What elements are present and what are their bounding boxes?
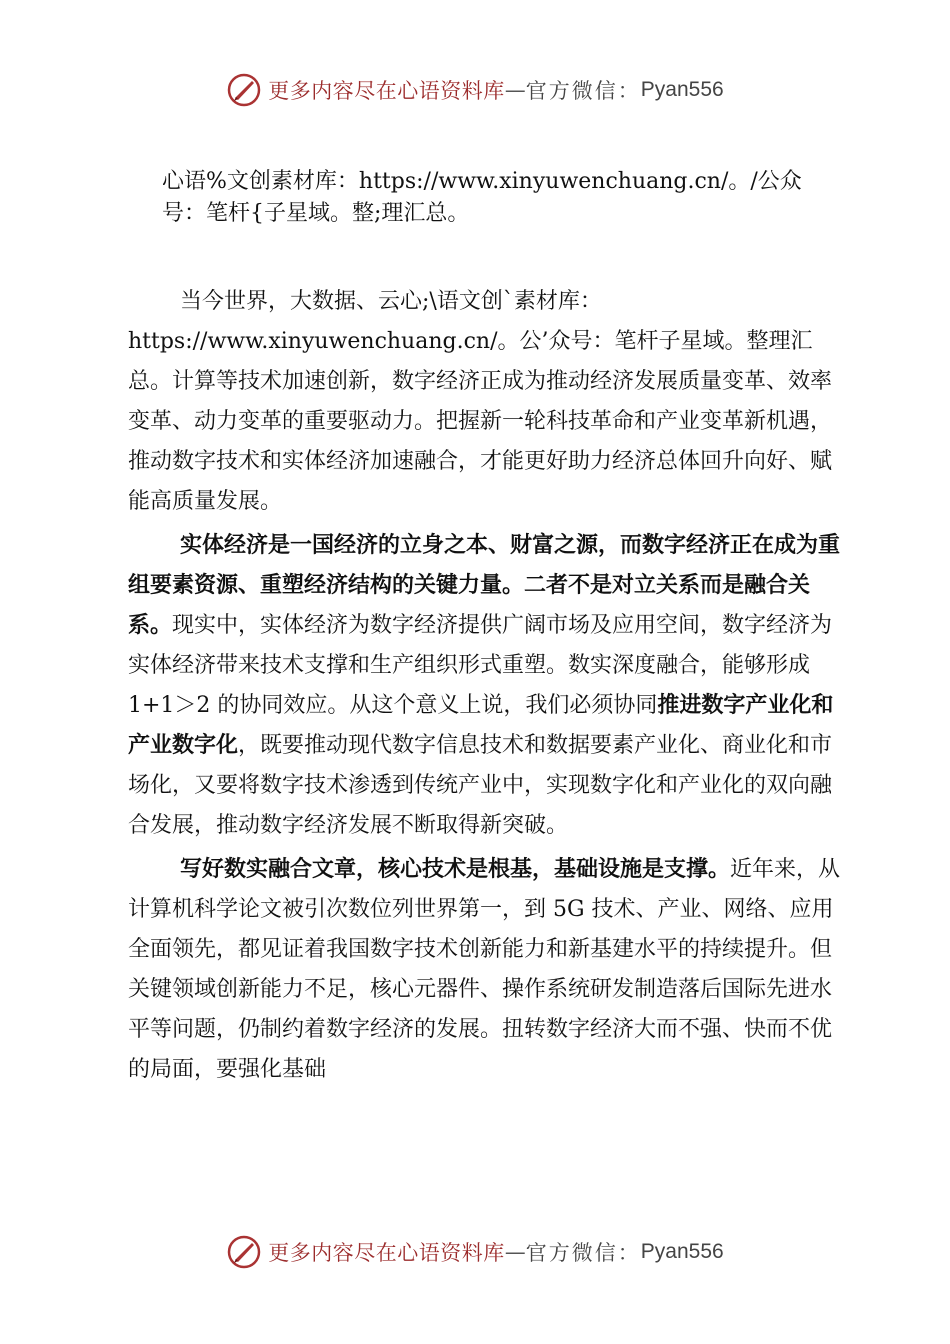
banner-wechat-label: 官方微信： — [525, 79, 641, 103]
banner-separator: — — [504, 1240, 526, 1264]
footer-banner — [0, 1232, 950, 1272]
writing-brush-logo-icon — [226, 72, 262, 108]
paragraph-2-bold-mid: 推进数字产业化和产业数字化 — [128, 693, 834, 758]
paragraph-3 — [128, 850, 842, 1090]
source-note: 心语%文创素材库：https://www.xinyuwenchuang.cn/。/公众号：笔杆{子星域。整;理汇总。 — [162, 169, 802, 226]
banner-wechat-id: Pyan556 — [640, 78, 724, 101]
banner-wechat-label: 官方微信： — [525, 1241, 641, 1265]
paragraph-2-bold-lead: 实体经济是一国经济的立身之本、财富之源，而数字经济正在成为重组要素资源、重塑经济结构的关键力量。二者不是对立关系而是融合关系。 — [128, 533, 841, 638]
paragraph-1: 当今世界，大数据、云心;\语文创`素材库：https://www.xinyuwenchuang.cn/。公’众号：笔杆子星域。整理汇总。计算等技术加速创新，数字经济正成为推动经济发展质量变革、效率变革、动力变革的重要驱动力。把握新一轮科技革命和产业变革新机遇，推动数字技术和实体经济加速融合，才能更好助力经济总体回升向好、赋能高质量发展。 — [128, 289, 833, 514]
paragraph-3-bold-lead: 写好数实融合文章，核心技术是根基，基础设施是支撑。 — [180, 857, 731, 882]
article-body — [128, 282, 842, 1094]
writing-brush-logo-icon — [226, 1234, 262, 1270]
banner-tagline: 更多内容尽在心语资料库 — [268, 79, 505, 103]
header-banner — [0, 70, 950, 110]
paragraph-3-text: 近年来，从计算机科学论文被引次数位列世界第一，到 5G 技术、产业、网络、应用全面领先，都见证着我国数字技术创新能力和新基建水平的持续提升。但关键领域创新能力不足，核心元器件、操作系统研发制造落后国际先进水平等问题，仍制约着数字经济的发展。扭转数字经济大而不强、快而不优的局面，要强化基础 — [128, 857, 841, 1082]
paragraph-2-text-b: ，既要推动现代数字信息技术和数据要素产业化、商业化和市场化，又要将数字技术渗透到传统产业中，实现数字化和产业化的双向融合发展，推动数字经济发展不断取得新突破。 — [128, 733, 833, 838]
paragraph-2-text-a: 现实中，实体经济为数字经济提供广阔市场及应用空间，数字经济为实体经济带来技术支撑和生产组织形式重塑。数实深度融合，能够形成 1+1＞2 的协同效应。从这个意义上说，我们必须协同 — [128, 613, 833, 718]
banner-tagline: 更多内容尽在心语资料库 — [268, 1241, 505, 1265]
paragraph-2 — [128, 526, 842, 846]
banner-separator: — — [504, 78, 526, 102]
banner-wechat-id: Pyan556 — [640, 1240, 724, 1263]
